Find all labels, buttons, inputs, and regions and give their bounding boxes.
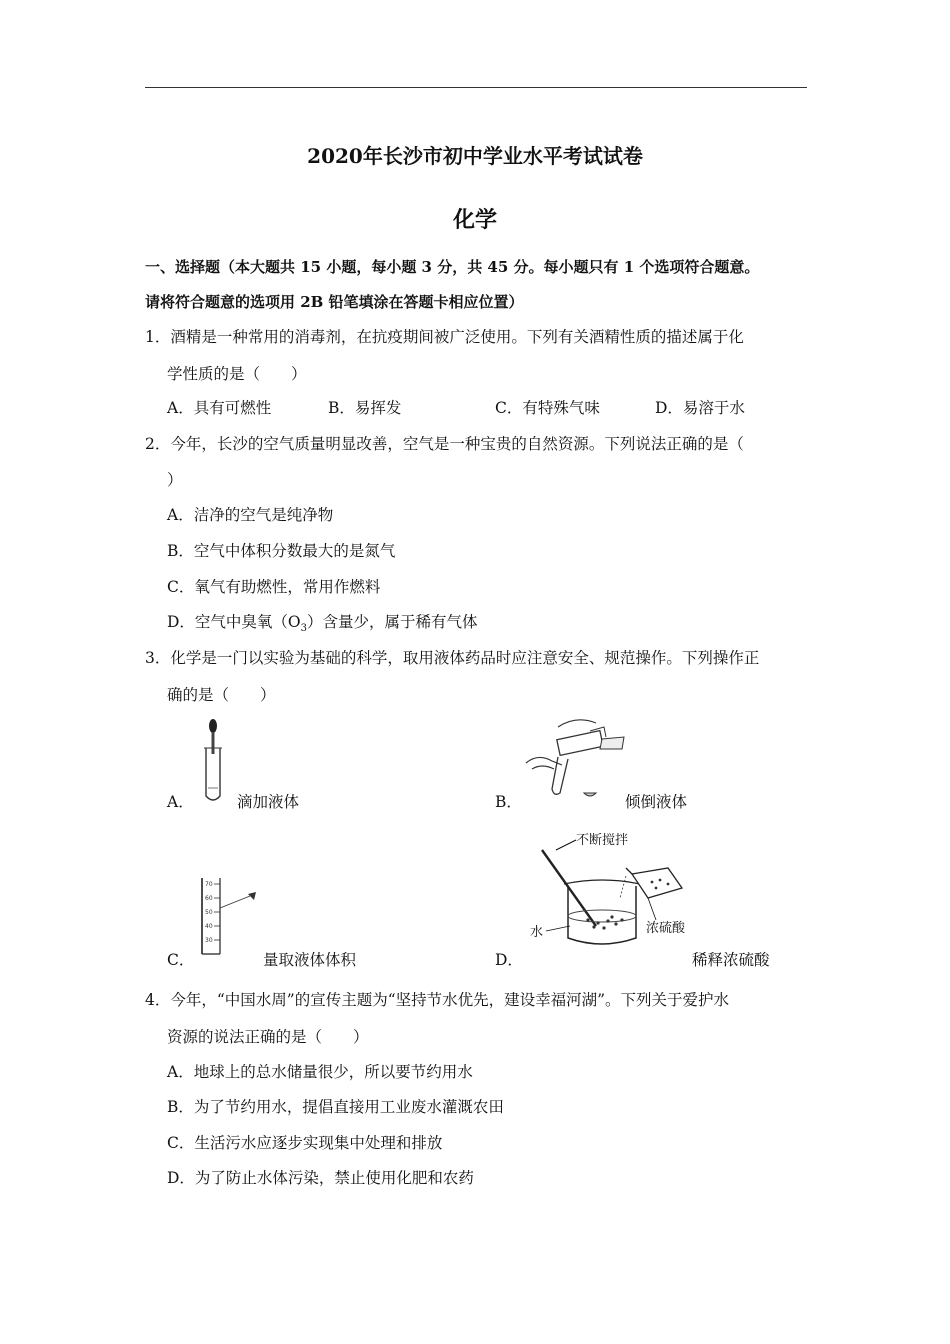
q2-option-d-pre: D．空气中臭氧（O: [167, 613, 301, 631]
q4-option-c: C．生活污水应逐步实现集中处理和排放: [167, 1134, 443, 1152]
q3-option-d-letter: D．: [495, 951, 523, 969]
q4-option-d: D．为了防止水体污染，禁止使用化肥和农药: [167, 1169, 474, 1187]
q3-stem-line1: 3．化学是一门以实验为基础的科学，取用液体药品时应注意安全、规范操作。下列操作正: [145, 649, 760, 667]
header-rule: [145, 87, 807, 88]
q2-option-c: C．氧气有助燃性，常用作燃料: [167, 578, 381, 596]
section-heading-line2: 请将符合题意的选项用 2B 铅笔填涂在答题卡相应位置）: [145, 293, 524, 311]
q3-option-b-caption: 倾倒液体: [625, 793, 688, 811]
q4-stem-line1: 4．今年，“中国水周”的宣传主题为“坚持节水优先，建设幸福河湖”。下列关于爱护水: [145, 991, 730, 1009]
q3-option-c-letter: C．: [167, 951, 195, 969]
q1-stem-line2: 学性质的是（ ）: [167, 365, 307, 383]
label-water: 水: [530, 925, 544, 940]
q3-option-d-caption: 稀释浓硫酸: [692, 951, 770, 969]
cylinder-tick-30: 30: [205, 937, 213, 944]
q2-option-b: B．空气中体积分数最大的是氮气: [167, 542, 396, 560]
label-concentrated-acid: 浓硫酸: [646, 921, 686, 936]
subject-title: 化学: [452, 207, 497, 233]
q3-option-c-caption: 量取液体体积: [263, 951, 357, 969]
figure-graduated-cylinder: [196, 874, 260, 956]
cylinder-tick-40: 40: [205, 923, 213, 930]
cylinder-tick-70: 70: [205, 881, 213, 888]
exam-title: 2020年长沙市初中学业水平考试试卷: [307, 144, 643, 168]
q2-option-d: [167, 612, 478, 639]
q3-stem-line2: 确的是（ ）: [167, 686, 276, 704]
q3-option-a-letter: A．: [167, 793, 194, 811]
q3-option-b-letter: B．: [495, 793, 522, 811]
q2-stem-line1: 2．今年，长沙的空气质量明显改善，空气是一种宝贵的自然资源。下列说法正确的是（: [145, 435, 744, 453]
figure-dropper-test-tube: [196, 718, 230, 804]
section-heading-line1: 一、选择题（本大题共 15 小题，每小题 3 分，共 45 分。每小题只有 1 个选项符合题意。: [145, 258, 760, 276]
q4-option-a: A．地球上的总水储量很少，所以要节约用水: [167, 1063, 473, 1081]
q2-option-a: A．洁净的空气是纯净物: [167, 506, 334, 524]
q2-option-d-subscript: 3: [300, 623, 308, 635]
figure-pouring-liquid: [518, 713, 626, 803]
q1-option-b: B．易挥发: [328, 399, 402, 417]
q2-stem-line2: ）: [167, 471, 183, 489]
cylinder-tick-60: 60: [205, 895, 213, 902]
label-stirring: 不断搅拌: [576, 833, 629, 848]
q1-option-c: C．有特殊气味: [495, 399, 600, 417]
q2-option-d-post: ）含量少，属于稀有气体: [307, 613, 478, 631]
q1-option-a: A．具有可燃性: [167, 399, 272, 417]
q4-option-b: B．为了节约用水，提倡直接用工业废水灌溉农田: [167, 1098, 504, 1116]
cylinder-tick-50: 50: [205, 909, 213, 916]
q3-option-a-caption: 滴加液体: [237, 793, 300, 811]
q1-option-d: D．易溶于水: [655, 399, 745, 417]
figure-diluting-acid: [528, 828, 692, 950]
q4-stem-line2: 资源的说法正确的是（ ）: [167, 1028, 369, 1046]
q1-stem-line1: 1．酒精是一种常用的消毒剂，在抗疫期间被广泛使用。下列有关酒精性质的描述属于化: [145, 328, 744, 346]
